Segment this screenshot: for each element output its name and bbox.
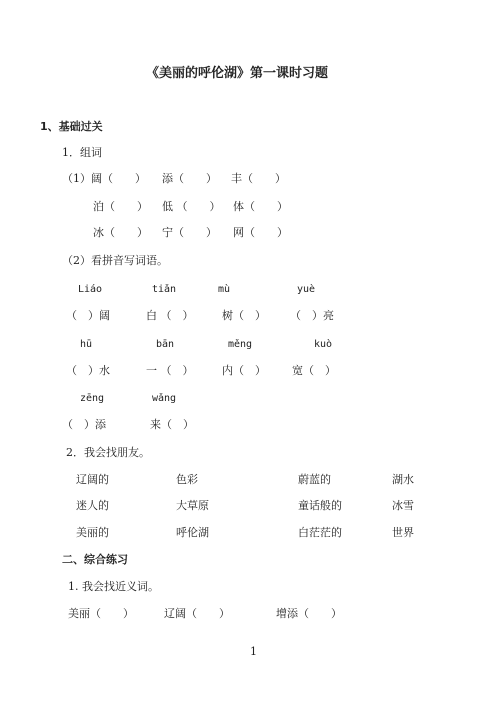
- q2-row3-1: 美丽的: [76, 526, 109, 539]
- pinyin-row1-4: yuè: [297, 284, 316, 295]
- q1-row1-item2: 添（ ）: [162, 172, 217, 185]
- s2-q1-item1: 美丽（ ）: [68, 607, 134, 620]
- pinyin-row1-1: Liáo: [78, 284, 103, 295]
- pinyin-row2-2: bān: [156, 339, 175, 350]
- page-number: 1: [250, 645, 257, 658]
- word-row2-1: （ ）水: [66, 364, 110, 377]
- word-row2-3: 内（ ）: [222, 364, 266, 377]
- word-row2-4: 宽（ ）: [292, 364, 336, 377]
- pinyin-row1-2: tiǎn: [152, 284, 177, 295]
- word-row1-4: （ ）亮: [290, 309, 334, 322]
- q1-row1-item1: （1）阔（ ）: [62, 172, 146, 185]
- pinyin-row1-3: mù: [218, 284, 231, 295]
- q1-row2-item1: 泊（ ）: [93, 200, 148, 213]
- word-row3-2: 来（ ）: [150, 418, 194, 431]
- q1-row2-item2: 低 （ ）: [162, 200, 221, 213]
- s2-q1-item2: 辽阔（ ）: [164, 607, 230, 620]
- q2-row1-1: 辽阔的: [76, 473, 109, 486]
- q2-label: 2．我会找朋友。: [66, 446, 150, 459]
- pinyin-row2-1: hū: [80, 339, 93, 350]
- word-row3-1: （ ）添: [62, 418, 106, 431]
- q1-row3-item2: 宁（ ）: [162, 226, 217, 239]
- q1-row2-item3: 体（ ）: [233, 200, 288, 213]
- q1-part2-label: （2）看拼音写词语。: [62, 254, 168, 267]
- q2-row1-4: 湖水: [392, 473, 414, 486]
- q1-row3-item3: 网（ ）: [233, 226, 288, 239]
- q2-row1-3: 蔚蓝的: [298, 473, 331, 486]
- word-row1-2: 白 （ ）: [146, 309, 194, 322]
- q2-row2-4: 冰雪: [392, 499, 414, 512]
- section1-heading: 1、基础过关: [40, 120, 103, 133]
- s2-q1-label: 1. 我会找近义词。: [68, 580, 159, 593]
- word-row1-3: 树（ ）: [222, 309, 266, 322]
- q2-row2-3: 童话般的: [298, 499, 342, 512]
- q2-row2-2: 大草原: [176, 499, 209, 512]
- document-title: 《美丽的呼伦湖》第一课时习题: [146, 66, 329, 81]
- pinyin-row2-4: kuò: [314, 339, 333, 350]
- pinyin-row2-3: měng: [228, 339, 253, 350]
- pinyin-row3-1: zēng: [80, 393, 105, 404]
- word-row1-1: （ ）阔: [66, 309, 110, 322]
- s2-q1-item3: 增添（ ）: [276, 607, 342, 620]
- pinyin-row3-2: wǎng: [152, 393, 177, 404]
- q2-row1-2: 色彩: [176, 473, 198, 486]
- q2-row3-2: 呼伦湖: [176, 526, 209, 539]
- q2-row3-3: 白茫茫的: [298, 526, 342, 539]
- q2-row3-4: 世界: [392, 526, 414, 539]
- q2-row2-1: 迷人的: [76, 499, 109, 512]
- q1-label: 1．组词: [62, 146, 102, 159]
- q1-row3-item1: 冰（ ）: [93, 226, 148, 239]
- section2-heading: 二、综合练习: [62, 553, 128, 566]
- q1-row1-item3: 丰（ ）: [231, 172, 286, 185]
- word-row2-2: 一 （ ）: [146, 364, 194, 377]
